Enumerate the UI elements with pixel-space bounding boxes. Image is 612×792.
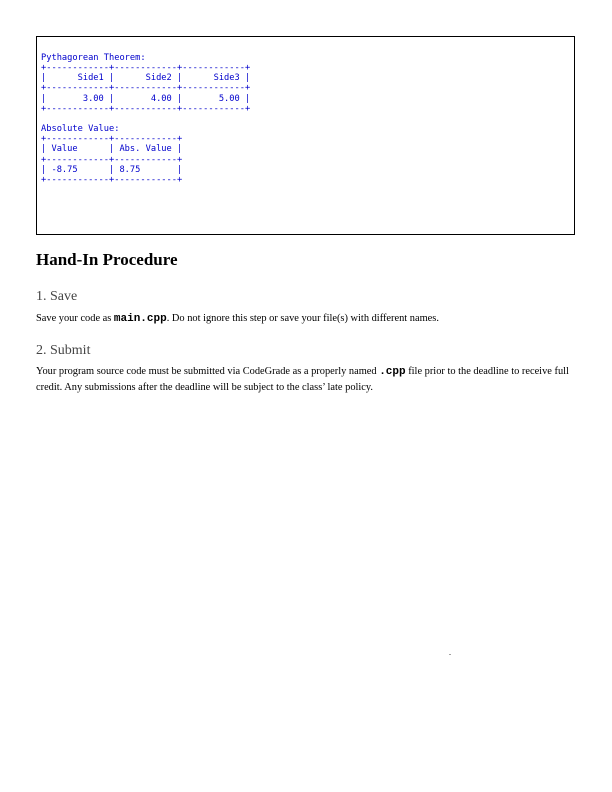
save-text-before: Save your code as: [36, 313, 114, 324]
code-line: Pythagorean Theorem:: [41, 53, 146, 63]
save-paragraph: [36, 311, 576, 327]
code-line: | Value | Abs. Value |: [41, 144, 183, 155]
submit-text-before: Your program source code must be submitted via CodeGrade as a properly named: [36, 366, 380, 377]
sample-output-code: [41, 53, 574, 185]
code-line: | 3.00 | 4.00 | 5.00 |: [41, 93, 251, 104]
stray-mark: .: [449, 648, 451, 657]
save-filename: main.cpp: [113, 313, 167, 325]
submit-paragraph: [36, 364, 576, 395]
code-line: | -8.75 | 8.75 |: [41, 164, 183, 175]
code-line: | Side1 | Side2 | Side3 |: [41, 73, 251, 84]
code-line: +------------+------------+------------+: [41, 83, 251, 94]
code-line: +------------+------------+: [41, 174, 183, 185]
code-line: +------------+------------+------------+: [41, 63, 251, 74]
submit-extension: .cpp: [379, 366, 406, 378]
submit-heading: 2. Submit: [36, 343, 91, 358]
sample-output-box: [36, 36, 575, 235]
handin-heading: Hand-In Procedure: [36, 250, 178, 269]
save-text-after: . Do not ignore this step or save your file(s) with different names.: [166, 313, 439, 324]
code-line: +------------+------------+: [41, 134, 183, 145]
save-heading: 1. Save: [36, 289, 78, 304]
submit-text-after: file prior to the deadline to receive full credit. Any submissions after the deadline will be subject to the class’ late policy.: [36, 366, 569, 393]
code-line: Absolute Value:: [41, 124, 120, 135]
code-line: +------------+------------+------------+: [41, 103, 251, 114]
code-line: +------------+------------+: [41, 154, 183, 165]
